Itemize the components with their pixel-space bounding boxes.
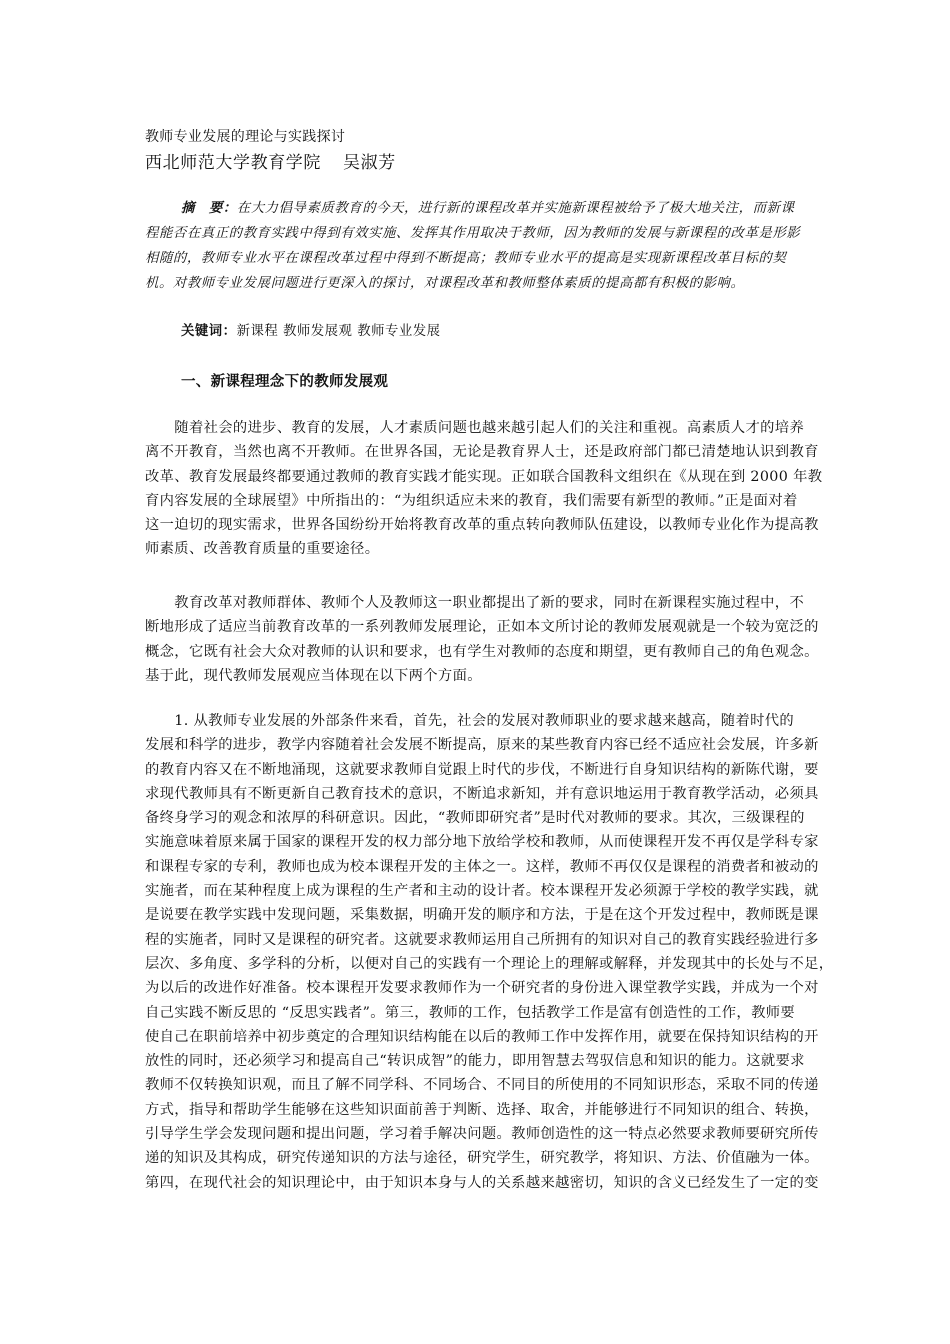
text-line: 引导学生学会发现问题和提出问题，学习着手解决问题。教师创造性的这一特点必然要求教师要研究所传 (145, 1126, 819, 1143)
text-line: 离不开教育，当然也离不开教师。在世界各国，无论是教育界人士，还是政府部门都已清楚地认识到教育 (145, 444, 819, 461)
text-line: 发展和科学的进步，教学内容随着社会发展不断提高，原来的某些教育内容已经不适应社会发展，许多新 (145, 737, 819, 754)
text-line: 实施者，而在某种程度上成为课程的生产者和主动的设计者。校本课程开发必须源于学校的教学实践，就 (145, 883, 819, 900)
text-line: 育内容发展的全球展望》中所指出的：“为组织适应未来的教育，我们需要有新型的教师。”正是面对着 (145, 492, 798, 509)
author-line (145, 148, 396, 173)
text-line: 使自己在职前培养中初步奠定的合理知识结构能在以后的教师工作中发挥作用，就要在保持知识结构的开 (145, 1028, 819, 1045)
text-line: 第四，在现代社会的知识理论中，由于知识本身与人的关系越来越密切，知识的含义已经发生了一定的变 (145, 1174, 819, 1191)
keywords-text: 新课程 教师发展观 教师专业发展 (236, 324, 441, 339)
keywords (181, 320, 441, 339)
text-line: 递的知识及其构成，研究传递知识的方法与途径，研究学生，研究教学，将知识、方法、价值融为一体。 (145, 1150, 819, 1167)
text-line: 程的实施者，同时又是课程的研究者。这就要求教师运用自己所拥有的知识对自己的教育实践经验进行多 (145, 931, 819, 948)
text-line: 的教育内容又在不断地涌现，这就要求教师自觉跟上时代的步伐，不断进行自身知识结构的新陈代谢，要 (145, 761, 819, 778)
paragraph-1 (145, 416, 823, 562)
text-line: 求现代教师具有不断更新自己教育技术的意识，不断追求新知，并有意识地运用于教育教学活动，必须具 (145, 785, 819, 802)
text-line: 1. 从教师专业发展的外部条件来看，首先，社会的发展对教师职业的要求越来越高，随着时代的 (145, 713, 795, 729)
text-line: 教育改革对教师群体、教师个人及教师这一职业都提出了新的要求，同时在新课程实施过程中，不 (145, 595, 805, 611)
abstract-text: 在大力倡导素质教育的今天，进行新的课程改革并实施新课程被给予了极大地关注，而新课程能否在真正的教育实践中得到有效实施、发挥其作用取决于教师，因为教师的发展与新课程的改革是形影相随的，教师专业水平在课程改革过程中得到不断提高；教师专业水平的提高是实现新课程改革目标的契机。对教师专业发展问题进行更深入的探讨，对课程改革和教师整体素质的提高都有积极的影响。 (145, 201, 801, 291)
section-heading: 一、新课程理念下的教师发展观 (181, 373, 389, 390)
text-line: 断地形成了适应当前教育改革的一系列教师发展理论，正如本文所讨论的教师发展观就是一个较为宽泛的 (145, 619, 819, 636)
text-line: 自己实践不断反思的 “反思实践者”。第三，教师的工作，包括教学工作是富有创造性的工作，教师要 (145, 1004, 796, 1021)
text-line: 是说要在教学实践中发现问题，采集数据，明确开发的顺序和方法，于是在这个开发过程中，教师既是课 (145, 907, 819, 924)
text-line: 改革、教育发展最终都要通过教师的教育实践才能实现。正如联合国教科文组织在《从现在到 2000 年教 (145, 468, 823, 485)
paragraph-2 (145, 591, 819, 688)
text-line: 实施意味着原来属于国家的课程开发的权力部分地下放给学校和教师，从而使课程开发不再仅是学科专家 (145, 834, 819, 851)
author-affiliation: 西北师范大学教育学院 (145, 153, 321, 173)
paragraph-3 (145, 709, 834, 1195)
text-line: 这一迫切的现实需求，世界各国纷纷开始将教育改革的重点转向教师队伍建设，以教师专业化作为提高教 (145, 517, 819, 534)
text-line: 师素质、改善教育质量的重要途径。 (145, 541, 380, 558)
text-line: 放性的同时，还必须学习和提高自己“转识成智”的能力，即用智慧去驾驭信息和知识的能力。这就要求 (145, 1053, 805, 1070)
text-line: 概念，它既有社会大众对教师的认识和要求，也有学生对教师的态度和期望，更有教师自己的角色观念。 (145, 643, 819, 660)
text-line: 基于此，现代教师发展观应当体现在以下两个方面。 (145, 667, 482, 684)
document-title: 教师专业发展的理论与实践探讨 (145, 129, 346, 145)
text-line: 方式，指导和帮助学生能够在这些知识面前善于判断、选择、取舍，并能够进行不同知识的组合、转换， (145, 1101, 819, 1118)
text-line: 层次、多角度、多学科的分析，以便对自己的实践有一个理论上的理解或解释，并发现其中的长处与不足， (145, 955, 834, 972)
text-line: 备终身学习的观念和浓厚的科研意识。因此，“教师即研究者”是时代对教师的要求。其次，三级课程的 (145, 810, 805, 827)
text-line: 随着社会的进步、教育的发展，人才素质问题也越来越引起人们的关注和重视。高素质人才的培养 (145, 420, 805, 436)
text-line: 为以后的改进作好准备。校本课程开发要求教师作为一个研究者的身份进入课堂教学实践，并成为一个对 (145, 980, 819, 997)
text-line: 和课程专家的专利，教师也成为校本课程开发的主体之一。这样，教师不再仅仅是课程的消费者和被动的 (145, 858, 819, 875)
text-line: 教师不仅转换知识观，而且了解不同学科、不同场合、不同目的所使用的不同知识形态，采取不同的传递 (145, 1077, 819, 1094)
keywords-label: 关键词： (181, 323, 237, 339)
author-name: 吴淑芳 (343, 153, 396, 173)
abstract-label: 摘 要： (181, 200, 237, 216)
abstract (145, 196, 805, 296)
